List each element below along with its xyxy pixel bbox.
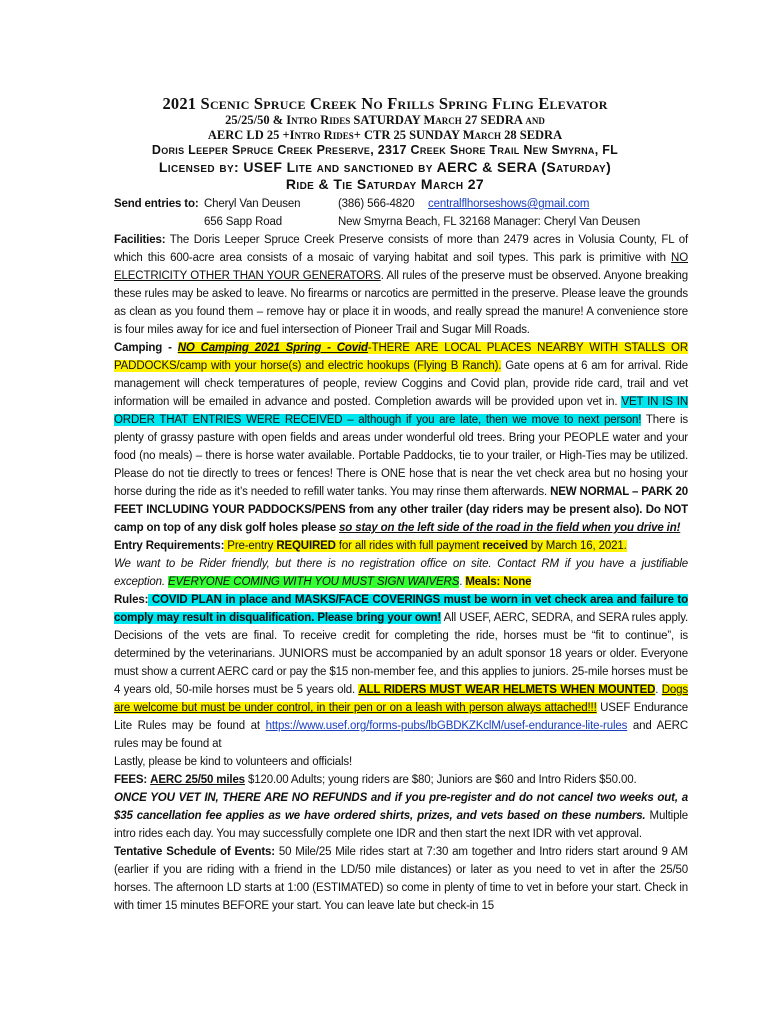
- subtitle-saturday: 25/25/50 & Intro Rides SATURDAY March 27 SEDRA and: [225, 113, 545, 127]
- venue-line: Doris Leeper Spruce Creek Preserve, 2317 Creek Shore Trail New Smyrna, FL: [151, 143, 619, 157]
- no-electricity-notice: NO ELECTRICITY OTHER THAN YOUR GENERATORS: [114, 252, 688, 282]
- fees-aerc-label: AERC 25/50 miles: [150, 774, 245, 786]
- helmet-notice: ALL RIDERS MUST WEAR HELMETS WHEN MOUNTED: [358, 684, 656, 696]
- parking-notice: NEW NORMAL – PARK 20 FEET INCLUDING YOUR PADDOCKS/PENS from any other trailer (day riders may be present also). Do NOT camp on top of any disk golf holes please: [114, 486, 689, 534]
- facilities-paragraph: Facilities: The Doris Leeper Spruce Creek Preserve consists of more than 2479 acres in Volusia County, FL of which this 600-acre area consists of a mosaic of varying habitat and soil types. This park is primitive with NO ELECTRICITY OTHER THAN YOUR GENERATORS. All rules of the preserve must be observed. Anyone breaking these rules may be asked to leave. No firearms or narcotics are permitted in the preserve. Please leave the grounds as clean as you found them – remove hay or place it in woods, and really spread the manure! A convenience store is four miles away for ice and fuel intersection of Pioneer Trail and Sugar Mill Roads.: [114, 234, 689, 336]
- dogs-notice: Dogs are welcome but must be under control, in their pen or on a leash with person always attached!!!: [114, 684, 689, 714]
- license-line: Licensed by: USEF Lite and sanctioned by AERC & SERA (Saturday): [158, 159, 612, 175]
- send-entries-name: Cheryl Van Deusen: [204, 198, 301, 210]
- covid-plan-notice: COVID PLAN in place and MASKS/FACE COVERINGS must be worn in vet check area and failure to comply may result in disqualification. Please bring your own!: [114, 594, 688, 624]
- schedule-paragraph: Tentative Schedule of Events: 50 Mile/25 Mile rides start at 7:30 am together and Intro riders start around 9 AM (earlier if you are riding with a friend in the LD/50 mile distances) or later as you need to vet in after the 25/50 horses. The afternoon LD starts at 1:00 (ESTIMATED) so come in plenty of time to vet in before your start. Check in with timer 15 minutes BEFORE your start. You can leave late but check-in 15: [114, 846, 688, 912]
- fees-label: FEES:: [114, 774, 148, 786]
- send-entries-row: [114, 195, 688, 213]
- usef-rules-link[interactable]: https://www.usef.org/forms-pubs/lbGBDKZKclM/usef-endurance-lite-rules: [265, 720, 628, 732]
- waiver-notice: EVERYONE COMING WITH YOU MUST SIGN WAIVERS: [167, 576, 460, 588]
- camping-label: Camping -: [114, 342, 178, 354]
- rules-paragraph: Rules: COVID PLAN in place and MASKS/FACE COVERINGS must be worn in vet check area and failure to comply may result in disqualification. Please bring your own! All USEF, AERC, SEDRA, and SERA rules apply. Decisions of the vets are final. To receive credit for completing the ride, horses must be “fit to continue”, is determined by the veterinarians. JUNIORS must be accompanied by an adult sponsor 18 years or older. Everyone must show a current AERC card or pay the $15 non-member fee, and this applies to juniors. 25-mile horses must be 4 years old, 50-mile horses must be 5 years old. ALL RIDERS MUST WEAR HELMETS WHEN MOUNTED. Dogs are welcome but must be under control, in their pen or on a leash with person always attached!!! USEF Endurance Lite Rules may be found at https://www.usef.org/forms-pubs/lbGBDKZKclM/usef-endurance-lite-rules and AERC rules may be found at Lastly, please be kind to volunteers and officials!: [114, 594, 689, 768]
- send-entries-phone: (386) 566-4820: [338, 198, 415, 210]
- ride-tie-line: Ride & Tie Saturday March 27: [285, 176, 485, 192]
- meals-notice: Meals: None: [465, 576, 532, 588]
- send-address: 656 Sapp Road: [204, 216, 282, 228]
- fees-paragraph: FEES: AERC 25/50 miles $120.00 Adults; young riders are $80; Juniors are $60 and Intro Riders $50.00. ONCE YOU VET IN, THERE ARE NO REFUNDS and if you pre-register and do not cancel two weeks out, a $35 cancellation fee applies as we have ordered shirts, prizes, and vets based on these numbers. Multiple intro rides each day. You may successfully complete one IDR and then start the next IDR with vet approval.: [114, 774, 688, 840]
- send-address-row: [114, 213, 688, 231]
- entry-label: Entry Requirements:: [114, 540, 225, 552]
- rules-label: Rules:: [114, 594, 149, 606]
- send-city-manager: New Smyrna Beach, FL 32168 Manager: Cheryl Van Deusen: [338, 216, 641, 228]
- vet-in-order-notice: VET IN IS IN ORDER THAT ENTRIES WERE RECEIVED – although if you are late, then we move to next person!: [114, 396, 689, 426]
- camping-paragraph: Camping - NO Camping 2021 Spring - Covid-THERE ARE LOCAL PLACES NEARBY WITH STALLS OR PADDOCKS/camp with your horse(s) and electric hookups (Flying B Ranch). Gate opens at 6 am for arrival. Ride management will check temperatures of people, review Coggins and Covid plan, provide ride card, trail and vet information will be emailed in advance and posted. Completion awards will be provided upon vet in. VET IN IS IN ORDER THAT ENTRIES WERE RECEIVED – although if you are late, then we move to next person! There is plenty of grassy pasture with open fields and areas under wonderful old trees. Bring your PEOPLE water and your food (no meals) – there is horse water available. Portable Paddocks, tie to your trailer, or High-Ties may be utilized. Please do not tie directly to trees or fences! There is ONE hose that is near the vet check area but no hosing your horse during the ride as it’s needed to refill water tanks. You may rinse them afterwards. NEW NORMAL – PARK 20 FEET INCLUDING YOUR PADDOCKS/PENS from any other trailer (day riders may be present also). Do NOT camp on top of any disk golf holes please so stay on the left side of the road in the field when you drive in!: [114, 342, 689, 534]
- subtitle-sunday: AERC LD 25 +Intro Rides+ CTR 25 SUNDAY March 28 SEDRA: [207, 128, 563, 142]
- no-camping-notice: NO Camping 2021 Spring - Covid: [177, 342, 368, 354]
- send-entries-email-link[interactable]: centralflhorseshows@gmail.com: [428, 198, 590, 210]
- refund-policy: ONCE YOU VET IN, THERE ARE NO REFUNDS and if you pre-register and do not cancel two weeks out, a $35 cancellation fee applies as we have ordered shirts, prizes, and vets based on these numbers.: [114, 792, 688, 822]
- schedule-label: Tentative Schedule of Events:: [114, 846, 275, 858]
- document-body: [114, 195, 688, 915]
- document-title: 2021 Scenic Spruce Creek No Frills Spring Fling Elevator: [162, 94, 608, 113]
- entry-paragraph: Entry Requirements: Pre-entry REQUIRED for all rides with full payment received by March 16, 2021. We want to be Rider friendly, but there is no registration office on site. Contact RM if you have a justifiable exception. EVERYONE COMING WITH YOU MUST SIGN WAIVERS. Meals: None: [114, 540, 688, 588]
- send-entries-label: Send entries to:: [114, 198, 199, 210]
- facilities-label: Facilities:: [114, 234, 166, 246]
